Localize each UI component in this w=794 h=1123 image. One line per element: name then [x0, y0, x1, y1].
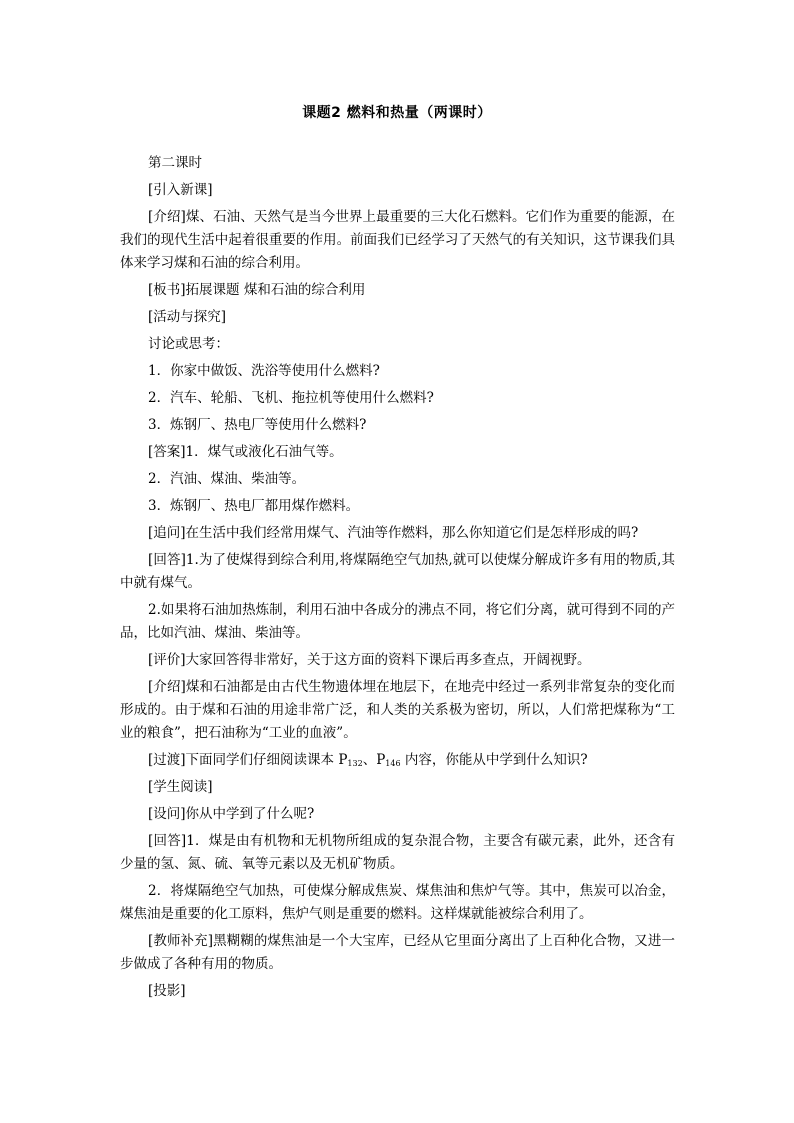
paragraph: [引入新课]	[148, 182, 213, 198]
paragraph-text: 内容，你能从中学到什么知识?	[400, 752, 588, 768]
paragraph: [活动与探究]	[148, 309, 227, 325]
paragraph-text: [过渡]下面同学们仔细阅读课本 P	[148, 752, 348, 768]
page-subscript: 146	[385, 759, 401, 768]
paragraph: 3．炼钢厂、热电厂都用煤作燃料。	[148, 498, 360, 514]
paragraph: [答案]1．煤气或液化石油气等。	[148, 444, 343, 460]
paragraph: 讨论或思考：	[148, 336, 229, 352]
paragraph: 2．汽车、轮船、飞机、拖拉机等使用什么燃料?	[148, 390, 434, 406]
paragraph: 1．你家中做饭、洗浴等使用什么燃料?	[148, 363, 380, 379]
paragraph: [教师补充]黑糊糊的煤焦油是一个大宝库，已经从它里面分离出了上百种化合物，又进一步做成了各种有用的物质。	[120, 933, 675, 972]
paragraph: [学生阅读]	[148, 779, 213, 795]
paragraph: 2．汽油、煤油、柴油等。	[148, 471, 306, 487]
document-body	[120, 152, 675, 1007]
paragraph-with-subscripts	[120, 749, 675, 772]
paragraph: [回答]1．煤是由有机物和无机物所组成的复杂混合物，主要含有碳元素，此外，还含有少量的氢、氮、硫、氧等元素以及无机矿物质。	[120, 833, 675, 872]
paragraph: 2.如果将石油加热炼制，利用石油中各成分的沸点不同，将它们分离，就可得到不同的产品，比如汽油、煤油、柴油等。	[120, 602, 675, 641]
paragraph: [介绍]煤和石油都是由古代生物遗体埋在地层下，在地壳中经过一系列非常复杂的变化而形成的。由于煤和石油的用途非常广泛，和人类的关系极为密切，所以，人们常把煤称为“工业的粮食”，把石油称为“工业的血液”。	[120, 679, 675, 741]
paragraph: [追问]在生活中我们经常用煤气、汽油等作燃料，那么你知道它们是怎样形成的吗?	[148, 525, 639, 541]
paragraph: 2．将煤隔绝空气加热，可使煤分解成焦炭、煤焦油和焦炉气等。其中，焦炭可以冶金，煤焦油是重要的化工原料，焦炉气则是重要的燃料。这样煤就能被综合利用了。	[120, 883, 675, 922]
paragraph: [介绍]煤、石油、天然气是当今世界上最重要的三大化石燃料。它们作为重要的能源，在我们的现代生活中起着很重要的作用。前面我们已经学习了天然气的有关知识，这节课我们具体来学习煤和石油的综合利用。	[120, 209, 675, 271]
paragraph: 3．炼钢厂、热电厂等使用什么燃料?	[148, 417, 367, 433]
paragraph: [评价]大家回答得非常好，关于这方面的资料下课后再多查点，开阔视野。	[148, 652, 591, 668]
page-title: 课题2 燃料和热量（两课时）	[302, 105, 492, 121]
paragraph-text: 、P	[362, 752, 386, 768]
page-subscript: 132	[347, 759, 363, 768]
paragraph: [设问]你从中学到了什么呢?	[148, 806, 315, 822]
paragraph: 第二课时	[148, 155, 202, 171]
paragraph: [板书]拓展课题 煤和石油的综合利用	[148, 282, 366, 298]
paragraph: [回答]1.为了使煤得到综合利用,将煤隔绝空气加热,就可以使煤分解成许多有用的物质,其中就有煤气。	[120, 552, 675, 591]
paragraph: [投影]	[148, 983, 186, 999]
